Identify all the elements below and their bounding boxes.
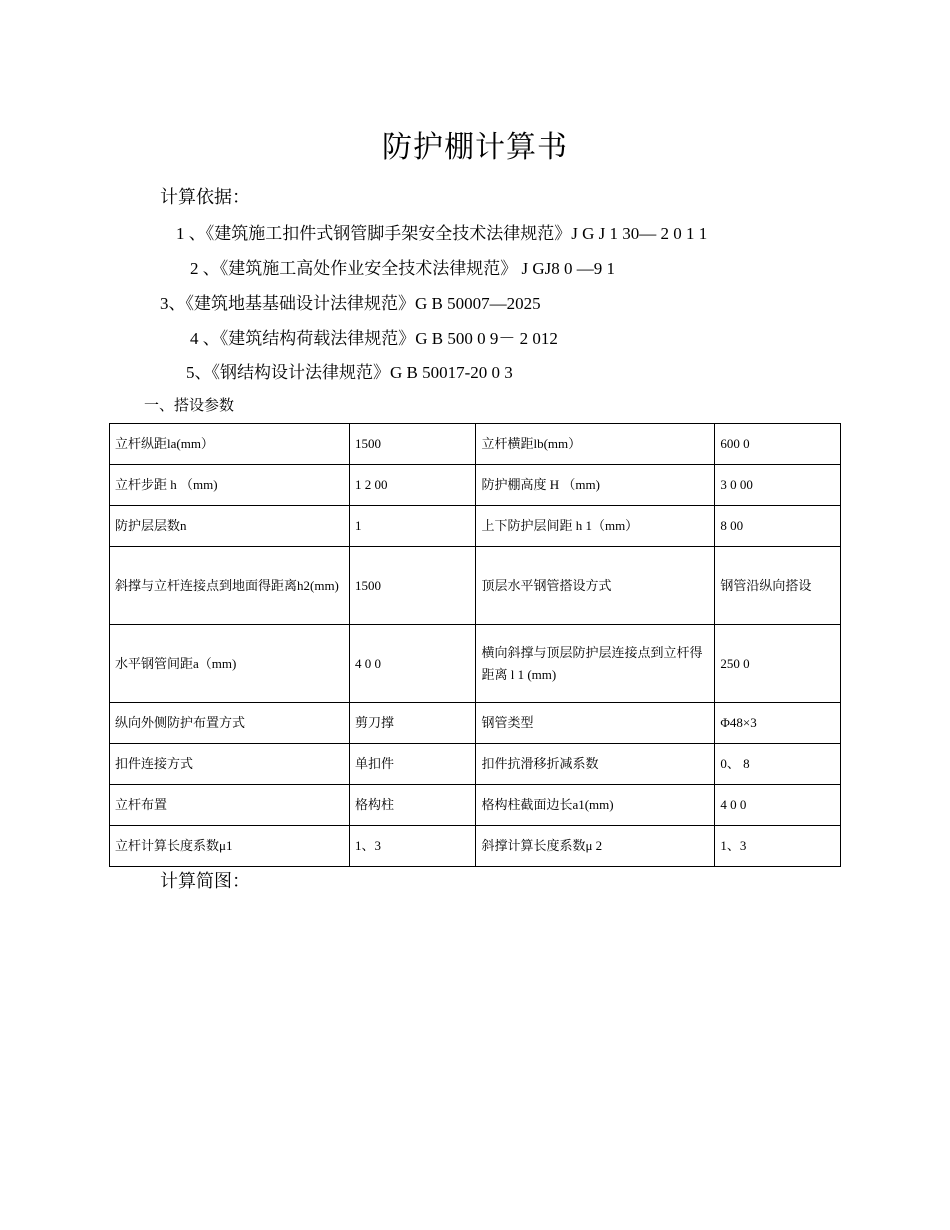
table-cell: 1500 [349,547,475,625]
table-row [110,826,841,867]
basis-heading: 计算依据： [160,187,250,207]
table-cell: 立杆计算长度系数μ1 [110,826,350,867]
table-cell: 4 0 0 [715,785,841,826]
table-cell: 立杆步距 h （mm) [110,465,350,506]
table-cell: 1500 [349,424,475,465]
table-cell: 水平钢管间距a（mm) [110,625,350,703]
table-cell: 上下防护层间距 h 1（mm） [476,506,715,547]
table-cell: 顶层水平钢管搭设方式 [476,547,715,625]
table-cell: 格构柱 [349,785,475,826]
table-cell: Φ48×3 [715,703,841,744]
section-title: 一、搭设参数 [144,398,235,414]
table-cell: 斜撑与立杆连接点到地面得距离h2(mm) [110,547,350,625]
table-row [110,547,841,625]
table-cell: 格构柱截面边长a1(mm) [476,785,715,826]
table-cell: 1 [349,506,475,547]
table-cell: 4 0 0 [349,625,475,703]
table-cell: 扣件抗滑移折减系数 [476,744,715,785]
table-cell: 纵向外侧防护布置方式 [110,703,350,744]
table-cell: 立杆布置 [110,785,350,826]
diagram-heading: 计算简图： [160,871,250,891]
table-row [110,465,841,506]
reference-item: 3、《建筑地基基础设计法律规范》G B 50007—2025 [160,294,541,313]
table-cell: 0、 8 [715,744,841,785]
reference-item: 4 、《建筑结构荷载法律规范》G B 500 0 9－ 2 012 [190,329,558,348]
document-title: 防护棚计算书 [382,131,568,164]
table-row [110,506,841,547]
table-cell: 8 00 [715,506,841,547]
table-cell: 钢管类型 [476,703,715,744]
table-cell: 1、3 [715,826,841,867]
reference-item: 2 、《建筑施工高处作业安全技术法律规范》 J GJ8 0 —9 1 [190,259,616,278]
reference-item: 5、《钢结构设计法律规范》G B 50017-20 0 3 [186,363,513,382]
table-row [110,703,841,744]
table-cell: 立杆纵距la(mm） [110,424,350,465]
table-cell: 3 0 00 [715,465,841,506]
table-cell: 1、3 [349,826,475,867]
table-cell: 斜撑计算长度系数μ 2 [476,826,715,867]
table-row [110,625,841,703]
table-row [110,744,841,785]
table-cell: 1 2 00 [349,465,475,506]
table-row [110,785,841,826]
table-cell: 600 0 [715,424,841,465]
table-cell: 剪刀撑 [349,703,475,744]
table-cell: 防护层层数n [110,506,350,547]
table-cell: 防护棚高度 H （mm) [476,465,715,506]
parameters-table [109,423,841,867]
table-cell: 横向斜撑与顶层防护层连接点到立杆得距离 l 1 (mm) [476,625,715,703]
table-cell: 250 0 [715,625,841,703]
table-cell: 钢管沿纵向搭设 [715,547,841,625]
reference-item: 1 、《建筑施工扣件式钢管脚手架安全技术法律规范》J G J 1 30— 2 0 1 1 [176,224,708,243]
table-row [110,424,841,465]
table-cell: 单扣件 [349,744,475,785]
table-cell: 立杆横距lb(mm） [476,424,715,465]
table-cell: 扣件连接方式 [110,744,350,785]
